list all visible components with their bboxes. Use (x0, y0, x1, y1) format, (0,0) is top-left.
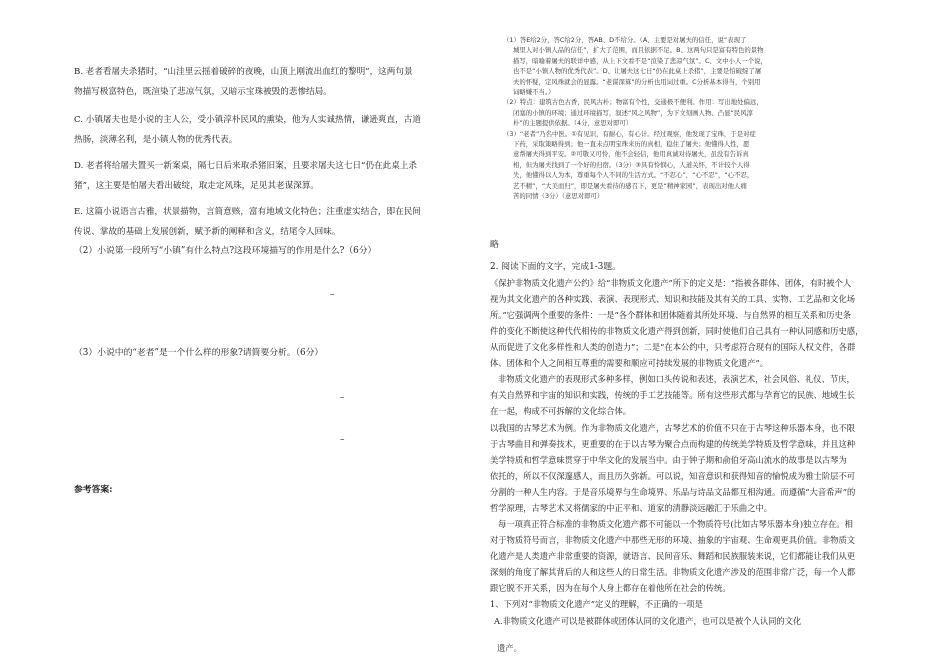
question-1-option-a: A.非物质文化遗产可以是被群体或团体认同的文化遗产，也可以是被个人认同的文化 (494, 616, 802, 626)
scanned-answer-line: 朴”的主题提供依据。（4分，意思对即可） (513, 119, 633, 128)
paragraph-1-line: 视为其文化遗产的各种实践、表演、表现形式、知识和技能及其有关的工具、实物、工艺品和文化场 (490, 294, 856, 304)
paragraph-4-line: 化遗产是人类遗产非常重要的资源，就语言、民间音乐、舞蹈和民族服装来说，它们都能让我们从更 (490, 551, 856, 561)
scanned-answer-line: 城里人对小镇人品的信任”，扩大了范围，而且依据不足。B、这两句只是富有特色的景物 (513, 46, 764, 55)
omitted-mark: 略 (490, 240, 499, 250)
answer-blank-line: – (330, 290, 335, 300)
scanned-answer-line: 下药，采取策略得到；他一直未点明宝珠来历的真相，稳住了屠夫；他懂得人性，愿 (513, 140, 750, 149)
scanned-answer-line: 艺不精”，“大美而归”，即是屠夫看待的感召下，更是“精神家园”，表现出对他人痛 (513, 181, 747, 190)
paragraph-4-line: 跟它脱不开关系，因为在每个人身上都存在着他所在社会的传统。 (490, 583, 731, 593)
paragraph-2-line: 在一起，构成不可拆解的文化综合体。 (490, 406, 632, 416)
paragraph-3-line: 以我国的古琴艺术为例。作为非物质文化遗产，古琴艺术的价值不只在于古琴这种乐器本身，也不限 (490, 423, 856, 433)
paragraph-4-line: 对于物质符号而言，非物质文化遗产中那些无形的环境、抽象的宇宙观、生命观更具价值。非物质文 (490, 535, 856, 545)
paragraph-1-line: 所。”它强调两个重要的条件：一是“各个群体和团体随着其所处环境、与自然界的相互关系和历史条 (490, 310, 852, 320)
scanned-answer-line: 相，但为屠夫找到了一个好的归宿。（3分）③具有怜悯心，人道关怀，不计较个人得 (513, 160, 750, 169)
question-3: （3）小说中的“老者”是一个什么样的形象?请简要分析。（6分） (74, 348, 324, 358)
scanned-answer-line: 也不是“小镇人物的优秀代表”。D、让屠夫这七日“仍在此桌上杀猪”，主要是怕破绽了屠 (513, 67, 762, 76)
paragraph-1-line: 件的变化不断使这种代代相传的非物质文化遗产得到创新，同时使他们自己具有一种认同感和历史感， (490, 326, 864, 336)
option-d-line1: D. 老者将给屠夫置买一新案桌，隔七日后来取杀猪旧案，且要求屠夫这七日“仍在此桌上杀 (74, 161, 418, 171)
paragraph-2-line: 有关自然界和宇宙的知识和实践，传统的手工艺技能等。所有这些形式都与孕育它的民族、地域生长 (490, 390, 856, 400)
paragraph-2-line: 非物质文化遗产的表现形式多种多样，例如口头传说和表述，表演艺术，社会风俗、礼仪、节庆， (498, 374, 855, 384)
option-c-line2: 热肠，淡薄名利，是小镇人物的优秀代表。 (74, 135, 238, 145)
scanned-answer-line: 描写，暗喻着屠夫的联详中感，从上下文看不是“渲染了悲凉气氛”。C、文中小人一个说， (513, 56, 767, 65)
question-1: 1、下列对“非物质文化遗产”定义的理解，不正确的一项是 (490, 599, 703, 609)
scanned-answer-line: （1）答E给2分，答C给2分，答AB、D不给分。（A、主要是对屠夫的信任，说“表现了 (503, 36, 747, 44)
paragraph-4-line: 深刻的角度了解其背后的人和这些人的日常生活。非物质文化遗产涉及的范围非常广泛，每一个人都 (490, 567, 856, 577)
scanned-answer-line: （2）特点：建筑古色古香，民风古朴；物富有个性，交通极不便利。作用：写出地处偏远， (503, 98, 763, 107)
paragraph-3-line: 分割的一种人生内容。于是音乐境界与生命境界、乐品与诗品文品都互相沟通。而遵循“大音希声”的 (490, 487, 856, 497)
scanned-answer-line: 夫的怀疑，定风珠就会的显露。“老谋深算”的分析也用词过重。C分析基本得当，个别用 (513, 77, 761, 86)
scanned-answer-line: （3）“老者”乃名中医。①有见识，有耐心，有心计。经过观察，他发现了宝珠，于是对症 (503, 129, 756, 138)
answer-heading: 参考答案: (74, 485, 113, 495)
paragraph-3-line: 依托的，所以不仅深邃感人，而且历久弥新。可以说，知音意识和获得知音的愉悦成为雅士阶层不可 (490, 471, 856, 481)
paragraph-3-line: 美学特质和哲学意味贯穿于中华文化的发展当中。由于钟子期和俞伯牙高山流水的故事是以古琴为 (490, 455, 847, 465)
option-e-line2: 传说、掌故的基础上发展创新，赋予新的阐释和含义，结尾令人回味。 (74, 227, 341, 237)
reading-question-intro: 2. 阅读下面的文字，完成1-3题。 (490, 262, 621, 272)
option-b-line2: 物描写极富特色，既渲染了悲凉气氛，又暗示宝珠被毁的悲惨结局。 (74, 87, 332, 97)
scanned-answer-line: 闭塞的小镇的环境；通过环境描写，叙述“风之风物”，为下文刻画人物、凸显“民风淳 (513, 108, 753, 117)
option-d-line2: 猪”，这主要是怕屠夫看出破绽，取走定风珠，足见其老谋深算。 (74, 181, 320, 191)
option-b-line1: B. 老者看屠夫杀猪时，“山洼里云摇着破碎的夜晚，山顶上刚流出血红的黎明”，这两句景 (74, 67, 413, 77)
scanned-answer-line: 失，他懂得以人为本，尊重每个人不同的生活方式。“不忍心”，“心不忍”，“心不忍， (513, 171, 754, 180)
paragraph-3-line: 哲学原理，古琴艺术又将儒家的中正平和、道家的清静淡远融汇于乐曲之中。 (490, 503, 773, 513)
scanned-answer-line: 意帮屠夫得到平安。②可敬又可怜，他不会轻信，他用真诚对待屠夫，虽没有告诉真 (513, 150, 749, 159)
scanned-answer-line: 词略嫌不当。） (513, 88, 555, 97)
answer-blank-line: – (340, 393, 345, 403)
paragraph-1-line: 从而促进了文化多样性和人类的创造力”；二是“在本公约中，只考虑符合现有的国际人权文件，各群 (490, 342, 856, 352)
option-c-line1: C. 小镇屠夫也是小说的主人公，受小镇淳朴民风的熏染，他为人实诚热情，谦逊爽直，古道 (74, 115, 421, 125)
scanned-answer-line: 苦的同情（3分）（意思对即可） (513, 192, 604, 201)
answer-blank-line: – (340, 435, 345, 445)
scanned-answer-block (503, 35, 798, 225)
question-2: （2）小说第一段所写“小镇”有什么特点?这段环境描写的作用是什么?（6分） (74, 246, 377, 256)
paragraph-1-line: 《保护非物质文化遗产公约》给“非物质文化遗产”所下的定义是：“指被各群体、团体，有时被个人 (490, 278, 852, 288)
paragraph-4-line: 每一项真正符合标准的非物质文化遗产都不可能以一个物质符号(比如古琴乐器本身)独立存在。相 (498, 519, 853, 529)
question-1-option-a-cont: 遗产。 (497, 643, 522, 653)
paragraph-1-line: 体、团体和个人之间相互尊重的需要和顺应可持续发展的非物质文化遗产”。 (490, 358, 769, 368)
paragraph-3-line: 于古琴曲目和弹奏技术，更重要的在于以古琴为聚合点而构建的传统美学特质及哲学意味，并且这种 (490, 439, 856, 449)
option-e-line1: E. 这篇小说语言古雅，状景描物，言简意赅，富有地域文化特色；注重虚实结合，即在民间 (74, 207, 421, 217)
